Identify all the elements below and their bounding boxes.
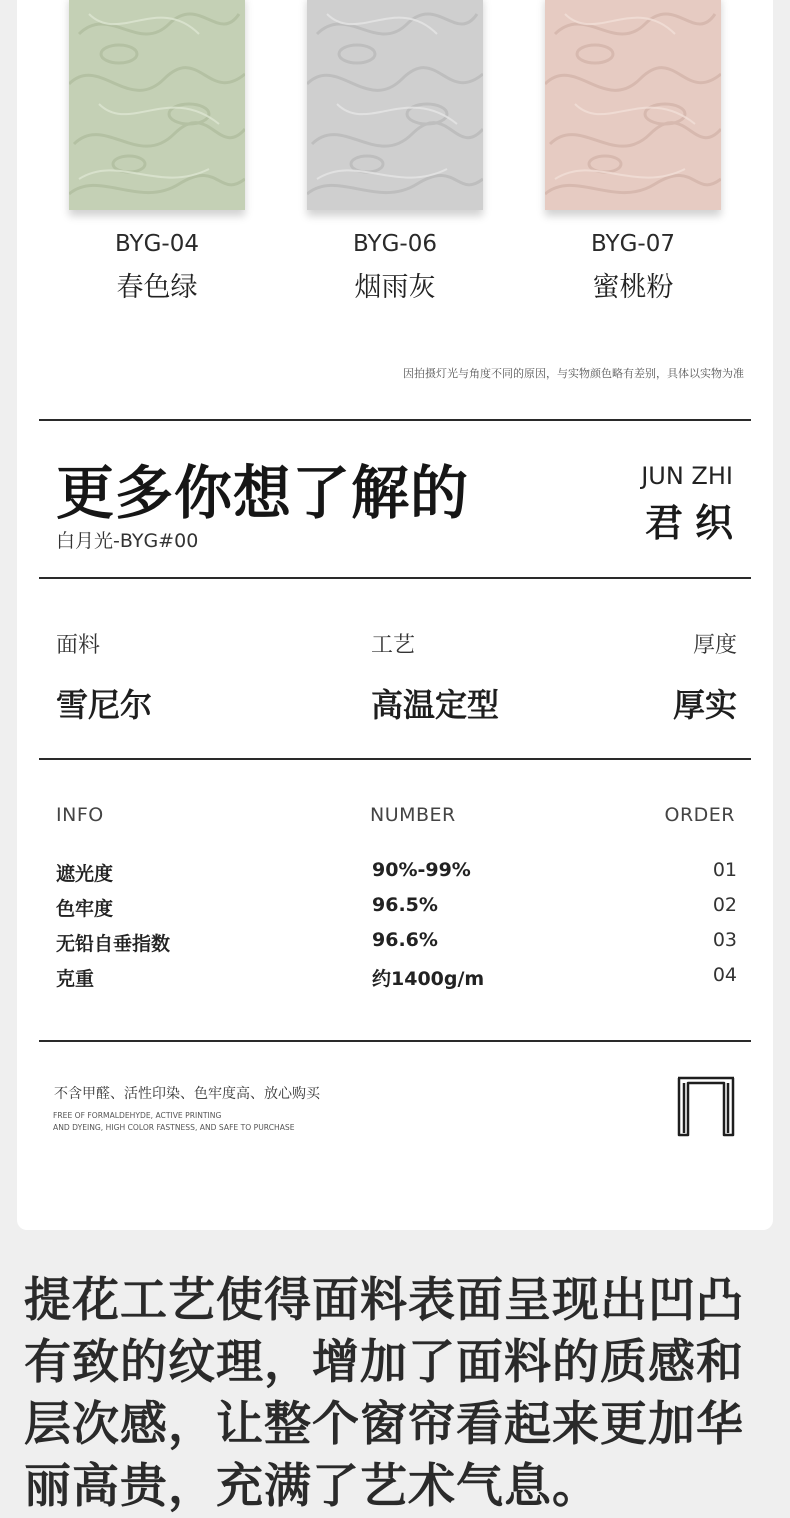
swatch-image-gray[interactable] <box>307 0 483 210</box>
spec-label-fabric: 面料 <box>56 633 101 658</box>
swatch-color-name: 蜜桃粉 <box>592 272 674 303</box>
spec-label-craft: 工艺 <box>371 633 416 658</box>
table-row <box>0 859 790 889</box>
swatch-color-name: 春色绿 <box>116 272 198 303</box>
spec-value-craft: 高温定型 <box>371 686 500 724</box>
table-header-number: NUMBER <box>370 804 456 826</box>
brand-name-cn: 君织 <box>644 501 745 545</box>
section-subtitle: 白月光-BYG#00 <box>56 530 199 552</box>
footer-claim-cn: 不含甲醛、活性印染、色牢度高、放心购买 <box>54 1086 320 1102</box>
curtain-icon <box>676 1075 736 1137</box>
row-number: 90%-99% <box>372 859 471 881</box>
row-order: 01 <box>712 859 737 881</box>
swatch-code: BYG-04 <box>115 231 199 257</box>
swatch-image-pink[interactable] <box>545 0 721 210</box>
divider <box>39 758 751 760</box>
color-disclaimer: 因拍摄灯光与角度不同的原因，与实物颜色略有差别，具体以实物为准 <box>403 367 744 380</box>
spec-label-thickness: 厚度 <box>692 633 737 658</box>
row-info: 遮光度 <box>56 863 114 885</box>
row-order: 02 <box>712 894 737 916</box>
spec-value-fabric: 雪尼尔 <box>56 686 153 724</box>
table-header-info: INFO <box>56 804 104 826</box>
table-row <box>0 894 790 924</box>
product-description: 提花工艺使得面料表面呈现出凹凸有致的纹理，增加了面料的质感和层次感，让整个窗帘看起来更加华丽高贵，充满了艺术气息。 <box>24 1273 744 1514</box>
row-info: 无铅自垂指数 <box>56 933 171 955</box>
row-order: 04 <box>712 964 737 986</box>
row-order: 03 <box>712 929 737 951</box>
row-info: 克重 <box>56 968 95 990</box>
swatch-image-green[interactable] <box>69 0 245 210</box>
swatch-code: BYG-06 <box>353 231 437 257</box>
row-number: 96.5% <box>372 894 438 916</box>
table-header-order: ORDER <box>664 804 735 826</box>
footer-claim-en <box>53 1110 373 1134</box>
row-number: 96.6% <box>372 929 438 951</box>
table-row <box>0 929 790 959</box>
footer-claim-en-line1: FREE OF FORMALDEHYDE, ACTIVE PRINTING <box>53 1111 222 1120</box>
row-number: 约1400g/m <box>372 968 485 990</box>
table-row <box>0 964 790 994</box>
divider <box>39 1040 751 1042</box>
swatch-code: BYG-07 <box>591 231 675 257</box>
swatch-color-name: 烟雨灰 <box>354 272 436 303</box>
divider <box>39 419 751 421</box>
brand-name-en: JUN ZHI <box>641 462 733 490</box>
divider <box>39 577 751 579</box>
footer-claim-en-line2: AND DYEING, HIGH COLOR FASTNESS, AND SAFE TO PURCHASE <box>53 1123 295 1132</box>
product-card <box>17 0 773 1230</box>
spec-value-thickness: 厚实 <box>672 686 737 724</box>
section-title: 更多你想了解的 <box>56 459 470 527</box>
row-info: 色牢度 <box>56 898 114 920</box>
